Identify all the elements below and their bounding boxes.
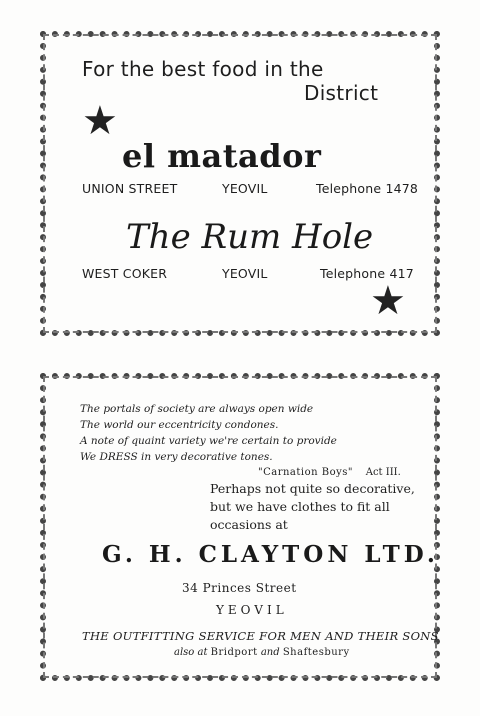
verse-line: We DRESS in very decorative tones. <box>80 451 273 463</box>
restaurant-name: el matador <box>122 137 322 175</box>
advert-headline-line1: For the best food in the <box>82 57 324 81</box>
branch-shaftesbury: Shaftesbury <box>282 647 350 658</box>
company-town: YEOVIL <box>216 603 288 617</box>
verse-line: A note of quaint variety we're certain to provide <box>80 435 337 447</box>
restaurant-street: UNION STREET <box>82 181 178 196</box>
citation-act: Act III. <box>365 467 401 478</box>
verse-line: The portals of society are always open wide <box>80 403 314 415</box>
company-name: G. H. CLAYTON LTD. <box>102 541 439 568</box>
el-matador-advert <box>35 26 445 341</box>
second-venue-street: WEST COKER <box>82 266 168 281</box>
star-icon: ★ <box>370 278 406 324</box>
company-address: 34 Princes Street <box>182 581 297 595</box>
prose-line: but we have clothes to fit all <box>210 499 390 514</box>
second-venue-town: YEOVIL <box>222 266 268 281</box>
restaurant-town: YEOVIL <box>222 181 268 196</box>
advert-headline-line2: District <box>304 81 379 105</box>
clayton-advert <box>35 368 445 686</box>
branches-prefix: also at <box>174 647 208 658</box>
second-venue-name: The Rum Hole <box>126 217 374 257</box>
star-icon: ★ <box>82 98 118 144</box>
second-venue-telephone: Telephone 417 <box>320 266 414 281</box>
service-tagline: THE OUTFITTING SERVICE FOR MEN AND THEIR SONS <box>82 629 439 643</box>
prose-line: occasions at <box>210 517 288 532</box>
verse-citation <box>258 467 401 478</box>
branch-locations <box>174 647 350 658</box>
restaurant-telephone: Telephone 1478 <box>316 181 419 196</box>
prose-line: Perhaps not quite so decorative, <box>210 481 415 496</box>
branches-and: and <box>260 647 280 658</box>
citation-source: "Carnation Boys" <box>258 467 354 478</box>
branch-bridport: Bridport <box>210 647 258 658</box>
verse-line: The world our eccentricity condones. <box>80 419 279 431</box>
